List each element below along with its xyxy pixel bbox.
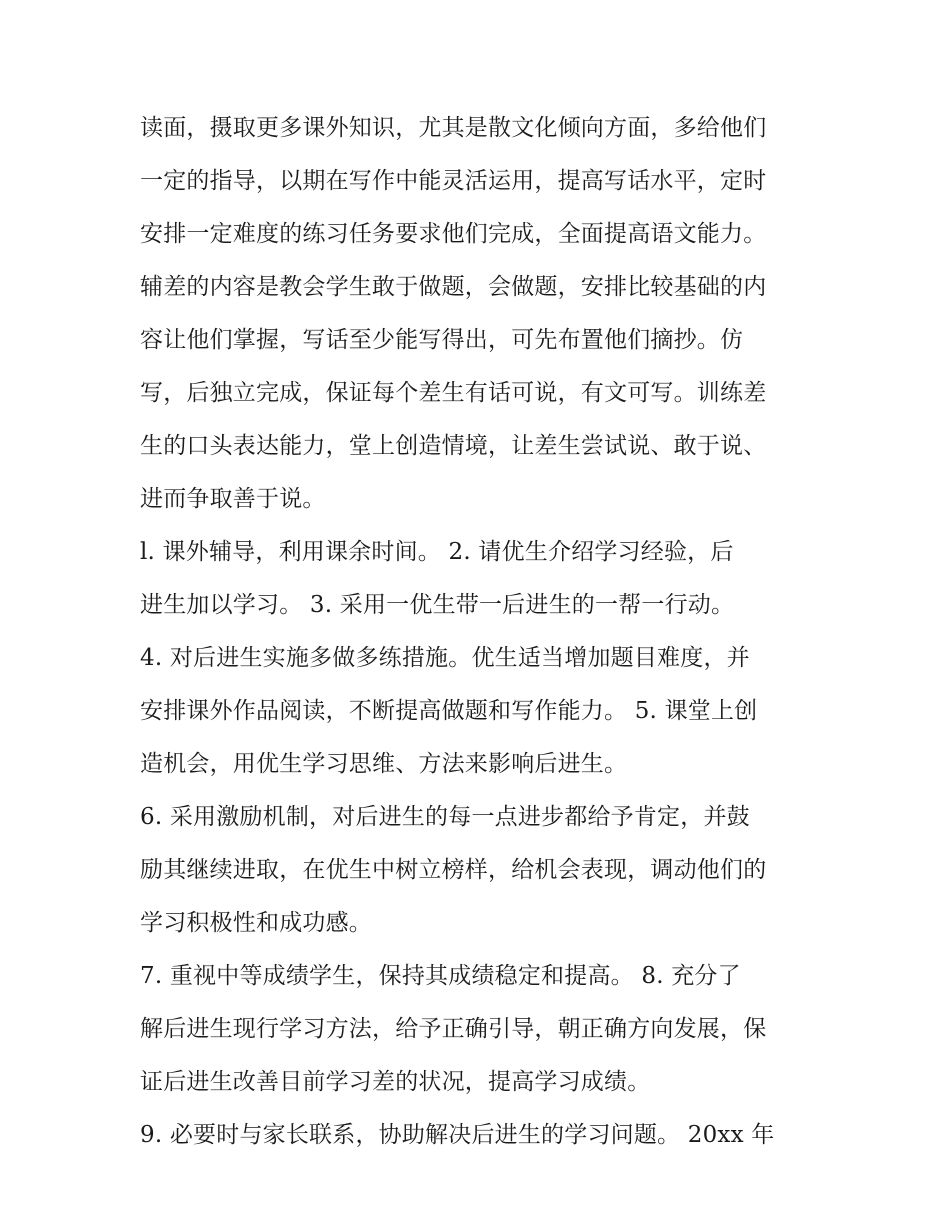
text-line: 9. 必要时与家长联系，协助解决后进生的学习问题。 20xx 年 bbox=[140, 1122, 775, 1148]
text-line: 6. 采用激励机制，对后进生的每一点进步都给予肯定，并鼓 bbox=[140, 804, 750, 830]
text-line: 学习积极性和成功感。 bbox=[140, 910, 372, 936]
text-line: 辅差的内容是教会学生敢于做题，会做题，安排比较基础的内 bbox=[140, 274, 767, 300]
text-line: 进生加以学习。 3. 采用一优生带一后进生的一帮一行动。 bbox=[140, 592, 735, 618]
text-line: 生的口头表达能力，堂上创造情境，让差生尝试说、敢于说、 bbox=[140, 433, 767, 459]
text-line: 一定的指导，以期在写作中能灵活运用，提高写话水平，定时 bbox=[140, 168, 767, 194]
text-line: 容让他们掌握，写话至少能写得出，可先布置他们摘抄。仿 bbox=[140, 327, 744, 353]
text-line: 造机会，用优生学习思维、方法来影响后进生。 bbox=[140, 751, 628, 777]
text-line: 进而争取善于说。 bbox=[140, 486, 326, 512]
text-line: 安排一定难度的练习任务要求他们完成，全面提高语文能力。 bbox=[140, 221, 767, 247]
text-line: 励其继续进取，在优生中树立榜样，给机会表现，调动他们的 bbox=[140, 857, 767, 883]
text-line: 证后进生改善目前学习差的状况，提高学习成绩。 bbox=[140, 1069, 651, 1095]
text-line: 解后进生现行学习方法，给予正确引导，朝正确方向发展，保 bbox=[140, 1016, 767, 1042]
text-line: 读面，摄取更多课外知识，尤其是散文化倾向方面，多给他们 bbox=[140, 115, 767, 141]
text-line: 安排课外作品阅读，不断提高做题和写作能力。 5. 课堂上创 bbox=[140, 698, 758, 724]
text-line: l. 课外辅导，利用课余时间。 2. 请优生介绍学习经验，后 bbox=[140, 539, 734, 565]
text-line: 7. 重视中等成绩学生，保持其成绩稳定和提高。 8. 充分了 bbox=[140, 963, 741, 989]
text-line: 4. 对后进生实施多做多练措施。优生适当增加题目难度，并 bbox=[140, 645, 750, 671]
body-text bbox=[140, 102, 830, 1162]
text-line: 写，后独立完成，保证每个差生有话可说，有文可写。训练差 bbox=[140, 380, 767, 406]
